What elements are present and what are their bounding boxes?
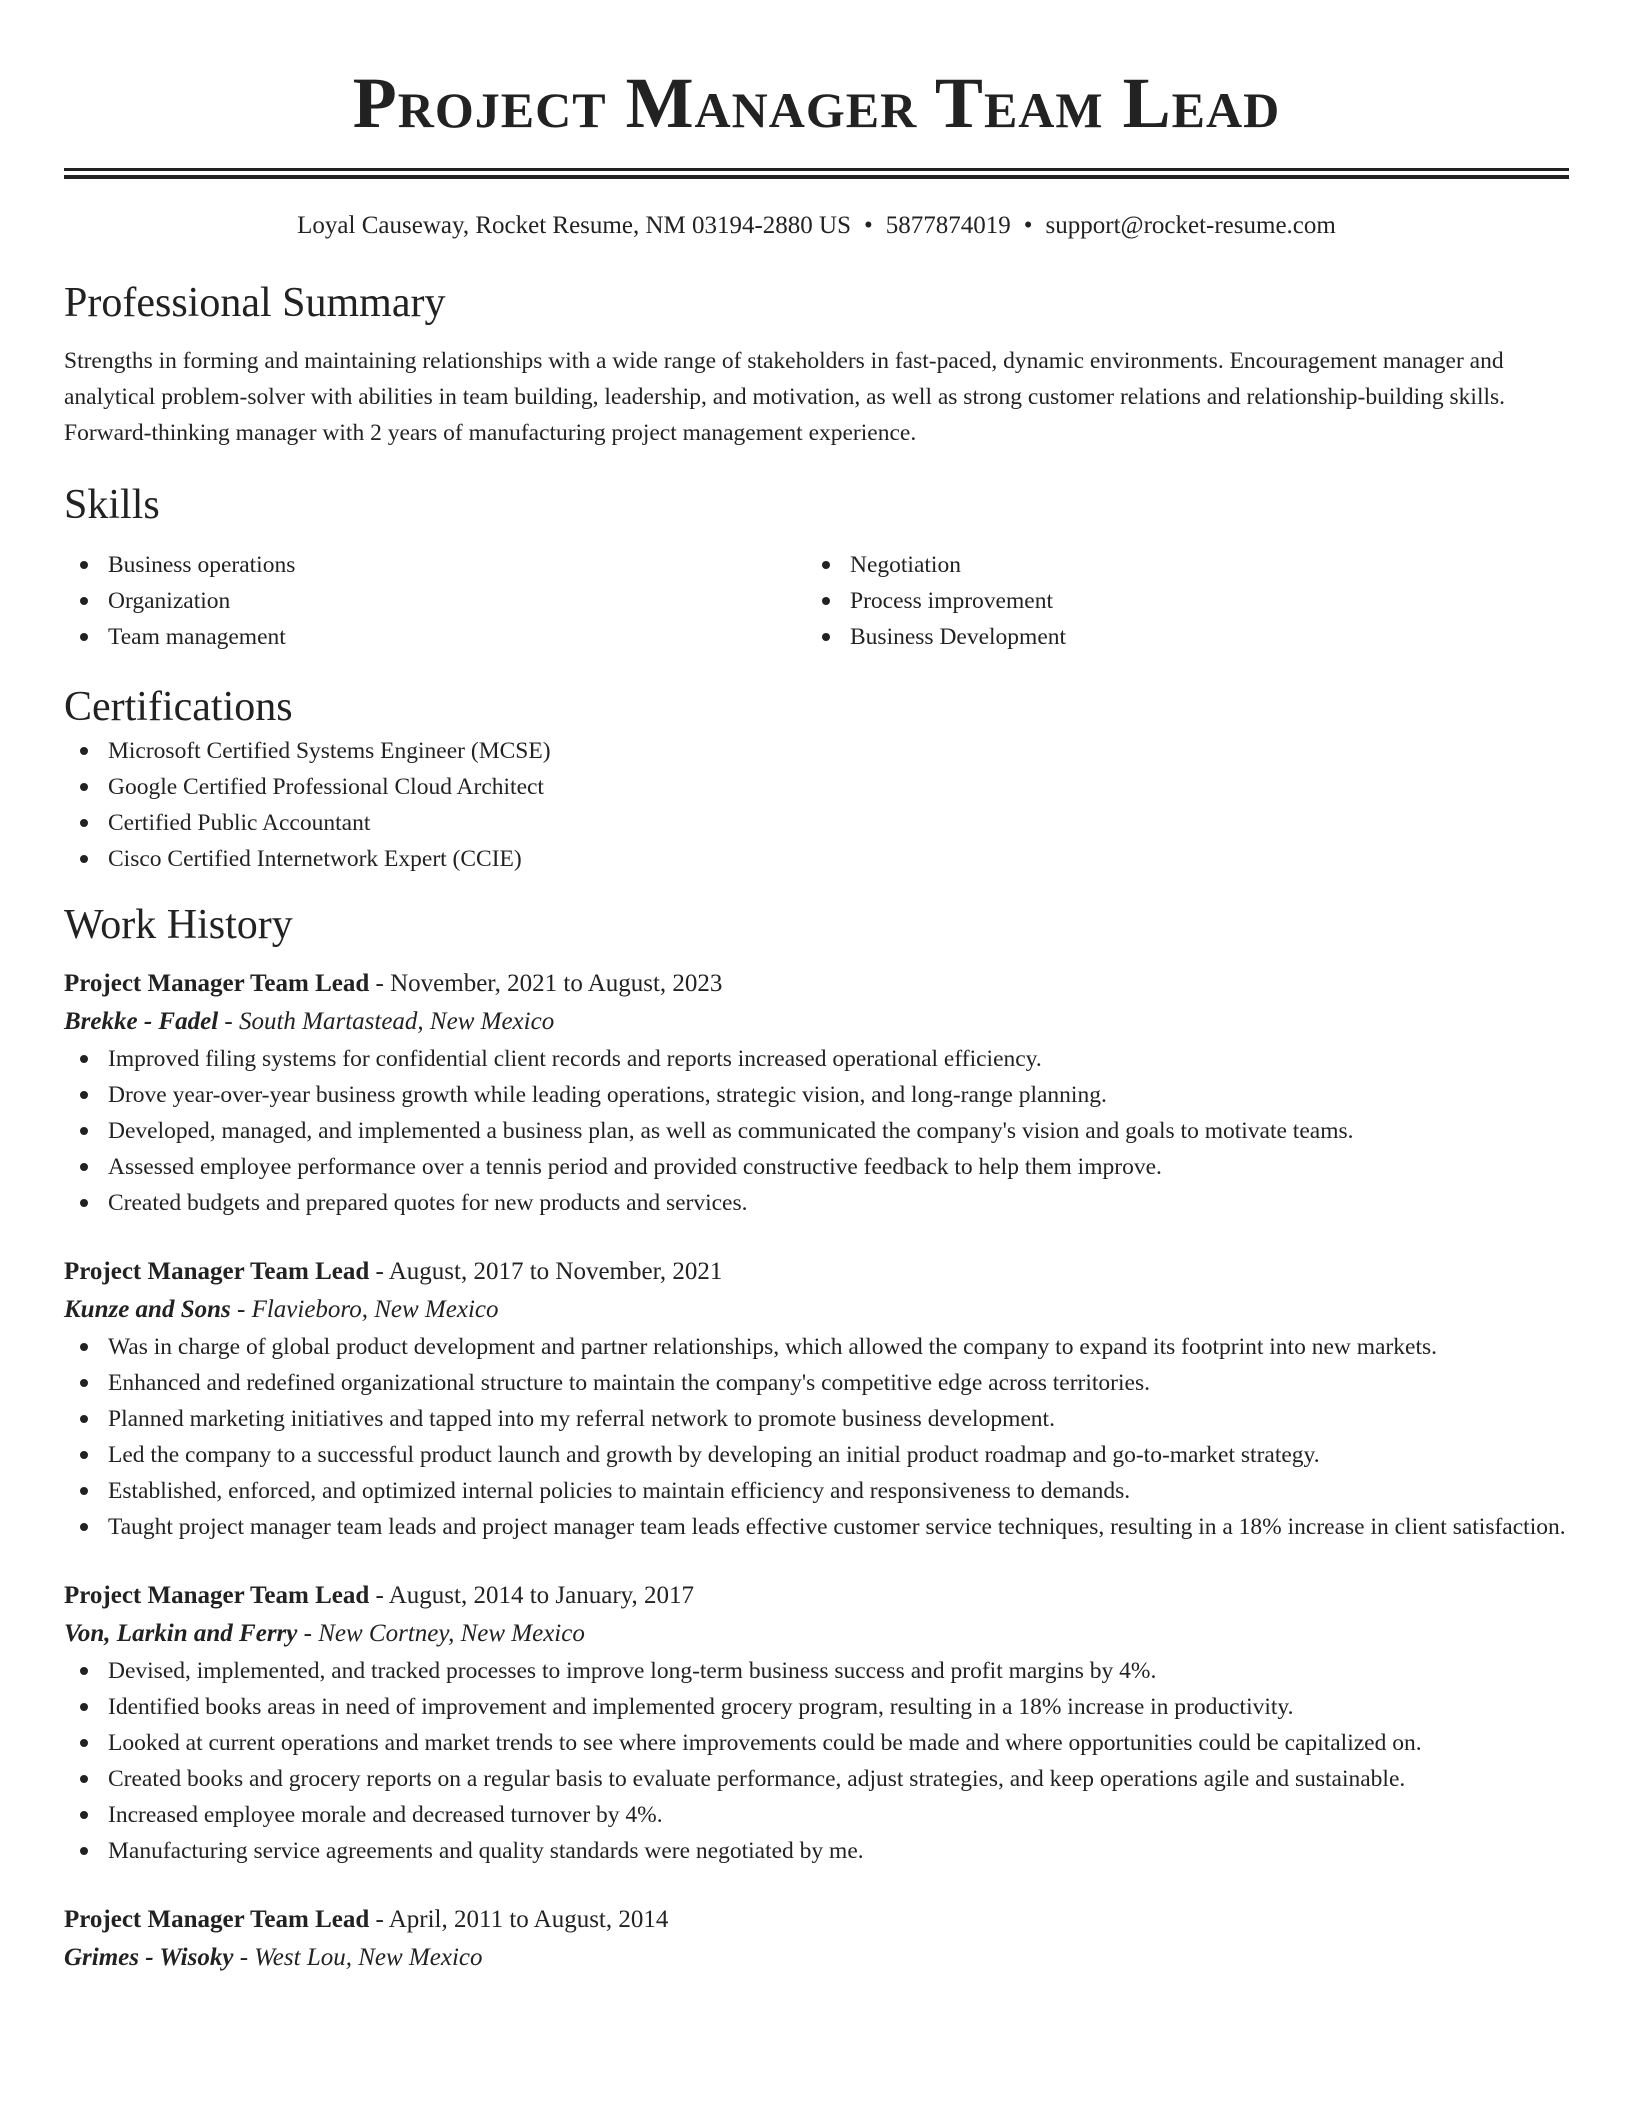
skills-heading: Skills [64,482,160,528]
bullet-icon [822,597,830,605]
bullet-icon [80,783,88,791]
job-bullet: Was in charge of global product development and partner relationships, which allowed the company to expand its footprint into new markets. [64,1329,1569,1365]
bullet-icon [80,1055,88,1063]
job-bullet: Devised, implemented, and tracked processes to improve long-term business success and profit margins by 4%. [64,1653,1569,1689]
bullet-icon [80,1163,88,1171]
job-company-line [64,1003,1569,1041]
job-bullet: Improved filing systems for confidential client records and reports increased operational efficiency. [64,1041,1569,1077]
job-bullets [64,1041,1569,1221]
bullet-icon [80,633,88,641]
certifications-heading: Certifications [64,684,293,730]
bullet-icon [80,1847,88,1855]
job-company: Kunze and Sons [64,1296,231,1323]
bullet-icon [80,819,88,827]
bullet-icon [80,1379,88,1387]
title-divider [64,168,1569,179]
bullet-icon [822,633,830,641]
skill-item: Team management [64,619,806,655]
certification-item: Cisco Certified Internetwork Expert (CCIE) [64,841,1569,877]
bullet-icon [80,1775,88,1783]
job-dates: - April, 2011 to August, 2014 [369,1906,669,1933]
job-title-line [64,1901,1569,1939]
job-entry [64,1577,1569,1869]
job-bullet: Drove year-over-year business growth while leading operations, strategic vision, and long-range planning. [64,1077,1569,1113]
job-role: Project Manager Team Lead [64,1258,370,1285]
skill-item: Business operations [64,547,806,583]
skill-item: Organization [64,583,806,619]
work-history-heading: Work History [64,902,293,948]
job-location: - Flavieboro, New Mexico [230,1296,499,1323]
contact-phone: 5877874019 [885,212,1011,239]
job-bullet: Established, enforced, and optimized internal policies to maintain efficiency and responsiveness to demands. [64,1473,1569,1509]
summary-heading: Professional Summary [64,280,446,326]
job-bullet: Looked at current operations and market trends to see where improvements could be made and where opportunities could be capitalized on. [64,1725,1569,1761]
bullet-icon [80,1091,88,1099]
skills-grid [64,547,1569,655]
summary-text: Strengths in forming and maintaining relationships with a wide range of stakeholders in fast-paced, dynamic environments. Encouragement manager and analytical problem-solver with abilities in team building, leadership, and motivation, as well as strong customer relations and relationship-building skills. Forward-thinking manager with 2 years of manufacturing project management experience. [64,348,1506,446]
bullet-icon [80,855,88,863]
certification-item: Google Certified Professional Cloud Architect [64,769,1569,805]
bullet-icon [80,1523,88,1531]
job-bullet: Manufacturing service agreements and quality standards were negotiated by me. [64,1833,1569,1869]
bullet-icon [80,1739,88,1747]
job-entry [64,1901,1569,1977]
skill-item: Business Development [806,619,1548,655]
bullet-icon [80,1667,88,1675]
bullet-icon [80,1127,88,1135]
job-bullets [64,1653,1569,1869]
job-dates: - November, 2021 to August, 2023 [369,970,723,997]
job-role: Project Manager Team Lead [64,1906,370,1933]
bullet-icon [80,1415,88,1423]
bullet-icon [822,561,830,569]
job-role: Project Manager Team Lead [64,1582,370,1609]
contact-address: Loyal Causeway, Rocket Resume, NM 03194-2880 US [297,212,852,239]
contact-email: support@rocket-resume.com [1045,212,1336,239]
page-title: Project Manager Team Lead [352,63,1281,143]
job-company-line [64,1939,1569,1977]
job-entry [64,965,1569,1221]
work-history-list [64,965,1569,1977]
job-bullet: Planned marketing initiatives and tapped into my referral network to promote business development. [64,1401,1569,1437]
job-location: - South Martastead, New Mexico [218,1008,555,1035]
bullet-icon [80,747,88,755]
bullet-icon [80,1451,88,1459]
job-location: - West Lou, New Mexico [233,1944,483,1971]
job-bullet: Increased employee morale and decreased turnover by 4%. [64,1797,1569,1833]
certifications-list [64,733,1569,877]
job-bullet: Developed, managed, and implemented a business plan, as well as communicated the company's vision and goals to motivate teams. [64,1113,1569,1149]
contact-separator: • [864,212,873,239]
skill-item: Negotiation [806,547,1548,583]
contact-line [64,209,1569,243]
bullet-icon [80,1343,88,1351]
job-bullet: Taught project manager team leads and project manager team leads effective customer service techniques, resulting in a 18% increase in client satisfaction. [64,1509,1569,1545]
bullet-icon [80,1703,88,1711]
job-title-line [64,1253,1569,1291]
certification-item: Microsoft Certified Systems Engineer (MCSE) [64,733,1569,769]
skills-column-left [64,547,806,655]
job-title-line [64,1577,1569,1615]
job-bullet: Assessed employee performance over a tennis period and provided constructive feedback to help them improve. [64,1149,1569,1185]
job-entry [64,1253,1569,1545]
skills-column-right [806,547,1548,655]
skill-item: Process improvement [806,583,1548,619]
job-dates: - August, 2017 to November, 2021 [369,1258,723,1285]
job-company: Grimes - Wisoky [64,1944,234,1971]
job-company-line [64,1615,1569,1653]
job-role: Project Manager Team Lead [64,970,370,997]
job-bullet: Identified books areas in need of improvement and implemented grocery program, resulting in a 18% increase in productivity. [64,1689,1569,1725]
job-company-line [64,1291,1569,1329]
resume-page [64,0,1569,1977]
job-company: Brekke - Fadel [64,1008,219,1035]
job-bullet: Enhanced and redefined organizational structure to maintain the company's competitive edge across territories. [64,1365,1569,1401]
job-bullet: Created books and grocery reports on a regular basis to evaluate performance, adjust strategies, and keep operations agile and sustainable. [64,1761,1569,1797]
job-dates: - August, 2014 to January, 2017 [369,1582,695,1609]
job-bullet: Created budgets and prepared quotes for new products and services. [64,1185,1569,1221]
bullet-icon [80,1811,88,1819]
bullet-icon [80,1487,88,1495]
bullet-icon [80,597,88,605]
bullet-icon [80,1199,88,1207]
job-company: Von, Larkin and Ferry [64,1620,298,1647]
job-bullet: Led the company to a successful product launch and growth by developing an initial product roadmap and go-to-market strategy. [64,1437,1569,1473]
job-location: - New Cortney, New Mexico [297,1620,585,1647]
contact-separator: • [1023,212,1033,239]
job-title-line [64,965,1569,1003]
certification-item: Certified Public Accountant [64,805,1569,841]
job-bullets [64,1329,1569,1545]
bullet-icon [80,561,88,569]
